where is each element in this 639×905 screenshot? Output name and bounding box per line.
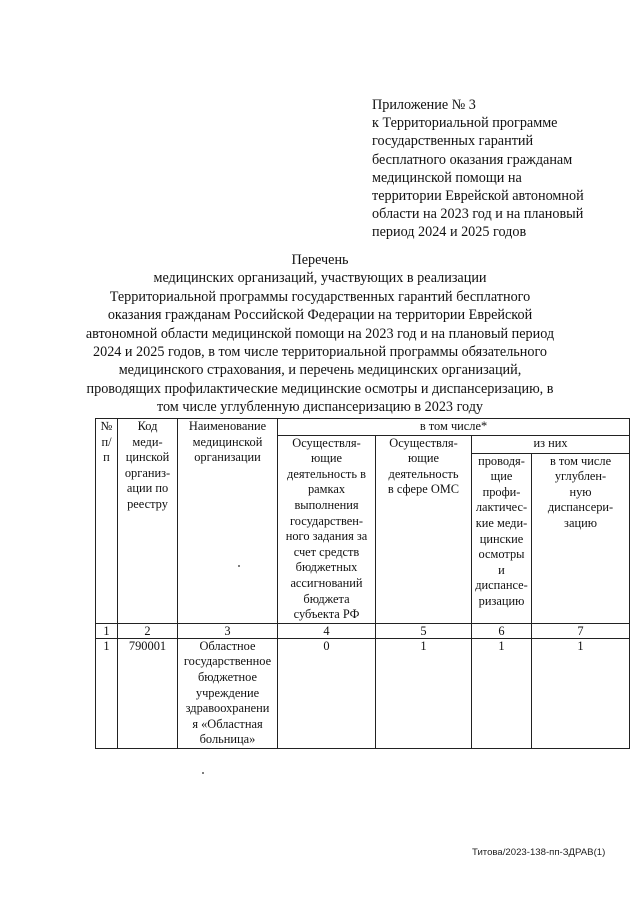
appendix-note	[372, 96, 622, 242]
document-heading	[60, 251, 580, 417]
column-number: 1	[96, 623, 118, 638]
appendix-line: к Территориальной программе	[372, 115, 558, 132]
heading-title: Перечень	[291, 252, 349, 268]
heading-line: Территориальной программы государственных гарантий бесплатного	[109, 288, 531, 305]
column-number: 4	[278, 623, 376, 638]
heading-line: медицинского страхования, и перечень медицинских организаций,	[118, 362, 522, 379]
footer-reference: Титова/2023-138-пп-ЗДРАВ(1)	[472, 847, 606, 858]
appendix-line: государственных гарантий	[372, 133, 534, 150]
column-number: 7	[532, 623, 630, 638]
cell-in-depth: 1	[532, 638, 630, 748]
appendix-line: медицинской помощи на	[372, 169, 522, 186]
header-num: № п/ п	[96, 419, 118, 624]
header-including: в том числе*	[278, 419, 630, 436]
appendix-line: бесплатного оказания гражданам	[372, 151, 573, 168]
appendix-line: Приложение № 3	[372, 97, 476, 113]
column-number: 6	[472, 623, 532, 638]
cell-name: Областное государственное бюджетное учреждение здравоохранени я «Областная больница»	[178, 638, 278, 748]
heading-line: автономной области медицинской помощи на 2023 год и на плановый период	[85, 325, 555, 342]
header-budget: Осуществля- ющие деятельность в рамках выполнения государствен- ного задания за счет средств бюджетных ассигнований бюджета субъекта РФ	[278, 435, 376, 623]
heading-line: медицинских организаций, участвующих в реализации	[153, 270, 487, 287]
header-checkups: проводя- щие профи- лактичес- кие меди- цинские осмотры и диспансе- ризацию	[472, 453, 532, 623]
appendix-line: области на 2023 год и на плановый	[372, 206, 584, 223]
cell-oms: 1	[376, 638, 472, 748]
column-number: 2	[118, 623, 178, 638]
column-number-row	[96, 623, 630, 638]
table-header-row	[96, 419, 630, 436]
cell-budget: 0	[278, 638, 376, 748]
cell-code: 790001	[118, 638, 178, 748]
organizations-table	[95, 418, 630, 749]
table-row	[96, 638, 630, 748]
header-name: Наименование медицинской организации	[178, 419, 278, 624]
header-in-depth: в том числе углублен- ную диспансери- зацию	[532, 453, 630, 623]
header-oms: Осуществля- ющие деятельность в сфере ОМС	[376, 435, 472, 623]
heading-line: оказания гражданам Российской Федерации на территории Еврейской	[107, 307, 533, 324]
header-of-them: из них	[472, 435, 630, 453]
scan-speck	[202, 772, 204, 774]
heading-line: том числе углубленную диспансеризацию в 2023 году	[156, 399, 484, 416]
heading-line: 2024 и 2025 годов, в том числе территориальной программы обязательного	[93, 344, 547, 361]
cell-checkups: 1	[472, 638, 532, 748]
header-code: Код меди- цинской организ- ации по реестру	[118, 419, 178, 624]
heading-line: проводящих профилактические медицинские осмотры и диспансеризацию, в	[86, 380, 554, 397]
scan-speck	[238, 565, 240, 567]
appendix-line: период 2024 и 2025 годов	[372, 224, 527, 241]
column-number: 3	[178, 623, 278, 638]
column-number: 5	[376, 623, 472, 638]
appendix-line: территории Еврейской автономной	[372, 188, 584, 205]
cell-num: 1	[96, 638, 118, 748]
